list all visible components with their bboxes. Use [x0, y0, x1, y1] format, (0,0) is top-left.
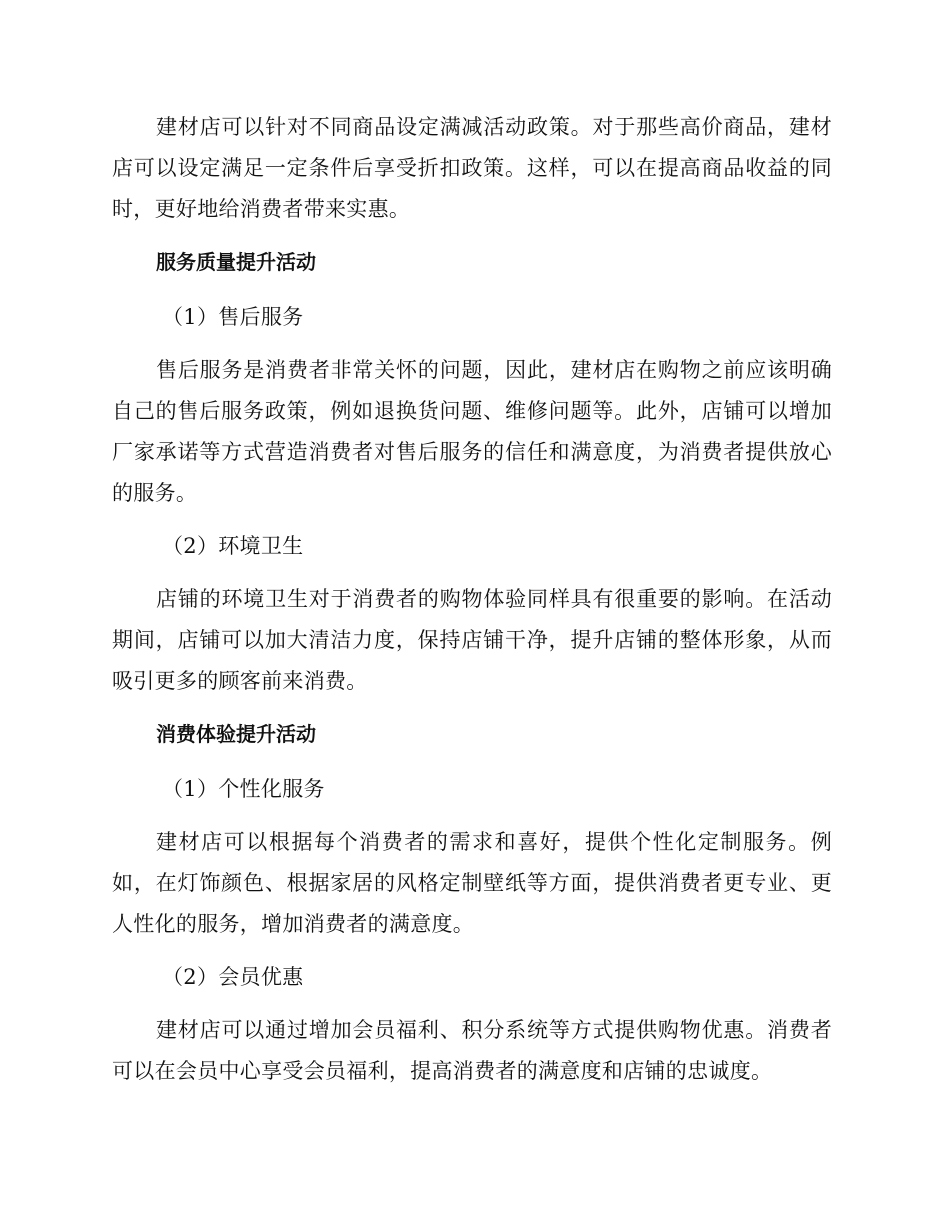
paragraph-environment: 店铺的环境卫生对于消费者的购物体验同样具有很重要的影响。在活动期间，店铺可以加大清洁力度，保持店铺干净，提升店铺的整体形象，从而吸引更多的顾客前来消费。 — [112, 587, 832, 693]
subheading-environment: （2）环境卫生 — [162, 534, 304, 558]
paragraph-personalized-service: 建材店可以根据每个消费者的需求和喜好，提供个性化定制服务。例如，在灯饰颜色、根据家居的风格定制壁纸等方面，提供消费者更专业、更人性化的服务，增加消费者的满意度。 — [112, 830, 832, 936]
paragraph-after-sales: 售后服务是消费者非常关怀的问题，因此，建材店在购物之前应该明确自己的售后服务政策，例如退换货问题、维修问题等。此外，店铺可以增加厂家承诺等方式营造消费者对售后服务的信任和满意度，为消费者提供放心的服务。 — [112, 358, 832, 505]
heading-consumer-experience: 消费体验提升活动 — [156, 722, 316, 746]
paragraph-discount-policy: 建材店可以针对不同商品设定满减活动政策。对于那些高价商品，建材店可以设定满足一定条件后享受折扣政策。这样，可以在提高商品收益的同时，更好地给消费者带来实惠。 — [112, 115, 832, 221]
document-body — [112, 107, 832, 1104]
subheading-after-sales: （1）售后服务 — [162, 305, 304, 329]
heading-service-quality: 服务质量提升活动 — [156, 250, 316, 274]
paragraph-member-discount: 建材店可以通过增加会员福利、积分系统等方式提供购物优惠。消费者可以在会员中心享受会员福利，提高消费者的满意度和店铺的忠诚度。 — [112, 1018, 832, 1083]
subheading-member-discount: （2）会员优惠 — [162, 965, 304, 989]
subheading-personalized-service: （1）个性化服务 — [162, 777, 325, 801]
